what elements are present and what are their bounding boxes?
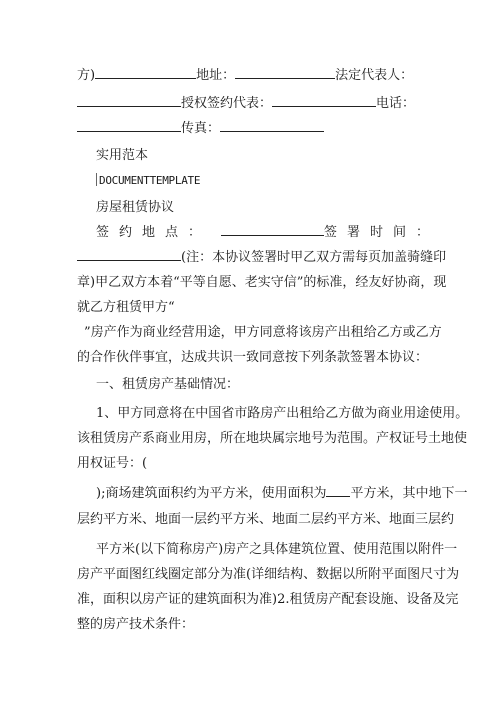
- text-fragment: 传真：: [181, 121, 221, 136]
- blank-line: [95, 66, 196, 79]
- section-heading-1: 一、租赁房产基础情况：: [96, 377, 240, 392]
- text-fragment: 签约地点：: [96, 225, 212, 240]
- blank-line: [220, 119, 324, 132]
- text-fragment: 方): [77, 68, 96, 83]
- text-fragment: 授权签约代表：: [181, 96, 273, 111]
- text-line-3: [77, 119, 437, 139]
- text-line-18: 层约平方米、地面一层约平方米、地面二层约平方米、地面三层约: [77, 512, 455, 527]
- document-template-label: [96, 171, 456, 191]
- blank-line: [272, 94, 376, 107]
- text-fragment: 签署时间：: [324, 225, 440, 240]
- text-fragment: 地址：: [196, 68, 236, 83]
- blank-line: [221, 223, 324, 236]
- text-line-19: 平方米(以下简称房产)房产之具体建筑位置、使用范围以附件一: [96, 542, 458, 557]
- text-line-10: 就乙方租赁甲方“: [77, 300, 175, 315]
- text-line-7: [96, 223, 456, 243]
- text-line-21: 准，面积以房产证的建筑面积为准)2.租赁房产配套设施、设备及完: [77, 592, 459, 607]
- text-fragment: (注：本协议签署时甲乙双方需每页加盖骑缝印: [181, 250, 447, 265]
- blank-line: [77, 248, 181, 261]
- text-fragment: );商场建筑面积约为平方米，使用面积为: [96, 486, 327, 501]
- text-fragment: 法定代表人：: [335, 68, 414, 83]
- text-line-11: ”房产作为商业经营用途，甲方同意将该房产出租给乙方或乙方: [84, 325, 442, 340]
- text-line-2: [77, 94, 437, 114]
- cursor-bar-icon: [96, 173, 97, 186]
- blank-line: [235, 66, 335, 79]
- text-line-9: 章)甲乙双方本着“平等自愿、老实守信”的标准，经友好协商，现: [77, 275, 447, 290]
- text-line-17: [96, 484, 468, 504]
- blank-line: [77, 119, 181, 132]
- heading-practical-template: 实用范本: [96, 148, 149, 163]
- text-line-16: 用权证号：(: [77, 456, 148, 471]
- text-fragment: DOCUMENTTEMPLATE: [99, 174, 201, 187]
- text-line-1: [77, 66, 437, 86]
- document-title: 房屋租赁协议: [96, 200, 175, 215]
- text-line-15: 该租赁房产系商业用房，所在地块属宗地号为范围。产权证号土地使: [77, 431, 468, 446]
- text-line-8: [77, 248, 447, 268]
- text-line-12: 的合作伙伴事宜，达成共识一致同意按下列条款签署本协议：: [77, 350, 429, 365]
- text-line-14: 1、甲方同意将在中国省市路房产出租给乙方做为商业用途使用。: [96, 406, 469, 421]
- text-line-22: 整的房产技术条件：: [77, 617, 195, 632]
- text-fragment: 电话：: [376, 96, 416, 111]
- text-line-20: 房产平面图红线圈定部分为准(详细结构、数据以所附平面图尺寸为: [77, 567, 460, 582]
- blank-line: [326, 484, 350, 497]
- text-fragment: 平方米，其中地下一: [350, 486, 468, 501]
- blank-line: [77, 94, 181, 107]
